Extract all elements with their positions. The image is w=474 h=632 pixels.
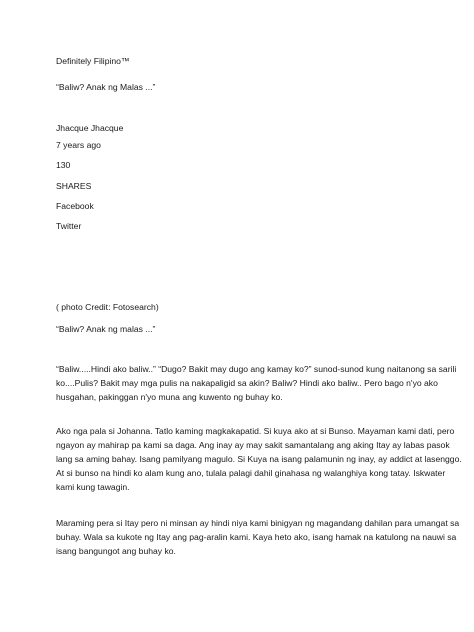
paragraph-line: isang bangungot ang buhay ko.	[56, 546, 176, 556]
paragraph-line: Maraming pera si Itay pero ni minsan ay hindi niya kami binigyan ng magandang dahilan para umangat sa	[56, 518, 460, 528]
twitter-share-link[interactable]: Twitter	[56, 221, 82, 231]
shares-label: SHARES	[56, 181, 92, 191]
paragraph-line: At si bunso na hindi ko alam kung ano, tulala palagi dahil ginahasa ng walanghiya kong tatay. Iskwater	[56, 468, 446, 478]
paragraph-line: Ako nga pala si Johanna. Tatlo kaming magkakapatid. Si kuya ako at si Bunso. Mayaman kami dati, pero	[56, 426, 455, 436]
author-name: Jhacque Jhacque	[56, 123, 124, 133]
paragraph-line: kami kung tawagin.	[56, 482, 130, 492]
post-time: 7 years ago	[56, 140, 101, 150]
paragraph-line: buhay. Wala sa kukote ng Itay ang pag-aralin kami. Kaya heto ako, isang hamak na katulong na nauwi sa	[56, 532, 457, 542]
paragraph-line: ngayon ay mahirap pa kami sa daga. Ang inay ay may sakit samantalang ang aking Itay ay labas pasok	[56, 440, 450, 450]
site-name: Definitely Filipino™	[56, 56, 130, 66]
share-count: 130	[56, 160, 71, 170]
article-title: “Baliw? Anak ng Malas ...”	[56, 82, 156, 92]
paragraph-line: ko....Pulis? Bakit may mga pulis na nakapaligid sa akin? Baliw? Hindi ako baliw.. Pero bago n'yo ako	[56, 378, 438, 388]
paragraph-line: lang sa aming bahay. Isang pamilyang magulo. Si Kuya na isang palamunin ng inay, ay addict at lasenggo.	[56, 454, 462, 464]
photo-credit: ( photo Credit: Fotosearch)	[56, 302, 159, 312]
paragraph-1	[56, 362, 457, 404]
paragraph-2	[56, 424, 462, 494]
facebook-share-link[interactable]: Facebook	[56, 201, 94, 211]
paragraph-3	[56, 516, 460, 558]
paragraph-line: “Baliw.....Hindi ako baliw..” “Dugo? Bakit may dugo ang kamay ko?” sunod-sunod kung naitanong sa sarili	[56, 364, 457, 374]
article-subtitle: “Baliw? Anak ng malas ...”	[56, 324, 156, 334]
paragraph-line: husgahan, pakinggan n'yo muna ang kuwento ng buhay ko.	[56, 392, 283, 402]
